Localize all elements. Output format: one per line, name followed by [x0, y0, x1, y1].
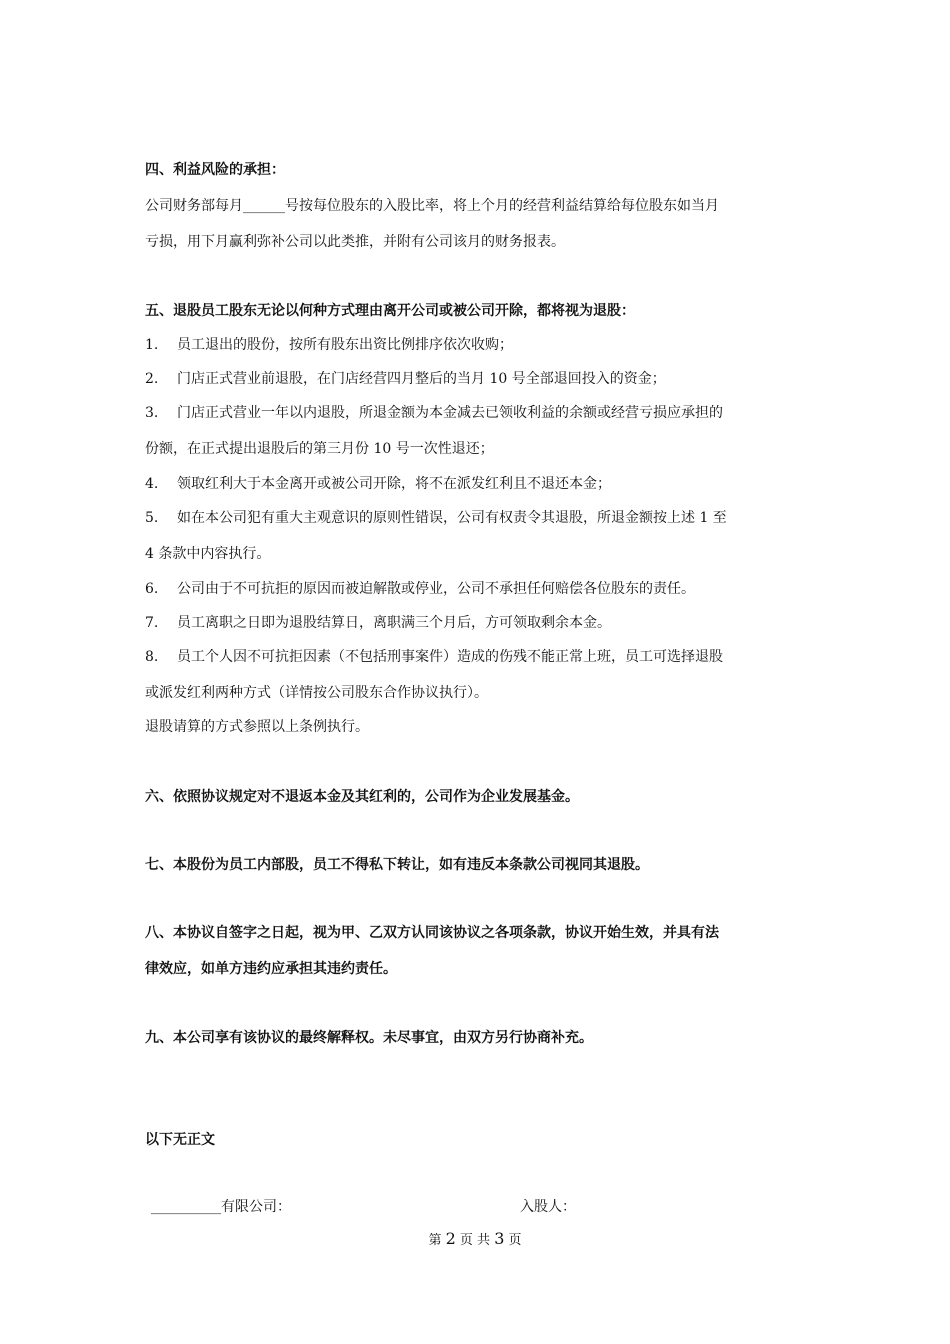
- section4-heading: 四、利益风险的承担：: [145, 162, 285, 178]
- list-item-text: 领取红利大于本金离开或被公司开除，将不在派发红利且不退还本金；: [177, 476, 611, 492]
- list-item: [145, 613, 611, 633]
- footer-page-number: 2: [445, 1229, 456, 1248]
- list-item: [145, 647, 723, 667]
- section9-text: 九、本公司享有该协议的最终解释权。未尽事宜，由双方另行协商补充。: [145, 1030, 593, 1046]
- list-item-text: 门店正式营业一年以内退股，所退金额为本金减去已领收利益的余额或经营亏损应承担的: [177, 405, 723, 421]
- section4-para-line1: 公司财务部每月______号按每位股东的入股比率，将上个月的经营利益结算给每位股东如当月: [145, 198, 719, 214]
- shareholder-signature-label: 入股人：: [520, 1199, 576, 1215]
- list-item: [145, 508, 727, 528]
- list-item: [145, 369, 666, 389]
- list-item-continuation: 4 条款中内容执行。: [145, 546, 271, 562]
- list-item-number: 4.: [145, 476, 159, 492]
- list-item-continuation: 或派发红利两种方式（详情按公司股东合作协议执行）。: [145, 685, 488, 701]
- list-item-text: 员工个人因不可抗拒因素（不包括刑事案件）造成的伤残不能正常上班，员工可选择退股: [177, 649, 723, 665]
- section5-closing: 退股请算的方式参照以上条例执行。: [145, 719, 369, 735]
- footer-total-pages: 3: [494, 1229, 505, 1248]
- company-signature-label: __________有限公司：: [151, 1199, 291, 1215]
- list-item-text: 如在本公司犯有重大主观意识的原则性错误，公司有权责令其退股，所退金额按上述 1 至: [177, 510, 727, 526]
- footer-prefix: 第: [428, 1233, 442, 1248]
- list-item: [145, 579, 695, 599]
- list-item: [145, 474, 611, 494]
- list-item-number: 6.: [145, 581, 159, 597]
- section8-line1: 八、本协议自签字之日起，视为甲、乙双方认同该协议之各项条款，协议开始生效，并具有法: [145, 925, 719, 941]
- footer-suffix: 页: [508, 1233, 522, 1248]
- list-item-number: 3.: [145, 405, 159, 421]
- section5-heading: 五、退股员工股东无论以何种方式理由离开公司或被公司开除，都将视为退股：: [145, 303, 635, 319]
- section4-para-line2: 亏损，用下月赢利弥补公司以此类推，并附有公司该月的财务报表。: [145, 234, 565, 250]
- list-item-number: 5.: [145, 510, 159, 526]
- list-item-text: 公司由于不可抗拒的原因而被迫解散或停业，公司不承担任何赔偿各位股东的责任。: [177, 581, 695, 597]
- end-note: 以下无正文: [145, 1132, 215, 1148]
- footer-middle: 页 共: [459, 1233, 491, 1248]
- page-footer: [0, 1229, 950, 1251]
- list-item-continuation: 份额，在正式提出退股后的第三月份 10 号一次性退还；: [145, 441, 494, 457]
- section8-line2: 律效应，如单方违约应承担其违约责任。: [145, 961, 397, 977]
- list-item-text: 员工退出的股份，按所有股东出资比例排序依次收购；: [177, 337, 513, 353]
- list-item-text: 员工离职之日即为退股结算日，离职满三个月后，方可领取剩余本金。: [177, 615, 611, 631]
- section6-text: 六、依照协议规定对不退返本金及其红利的，公司作为企业发展基金。: [145, 789, 579, 805]
- list-item-number: 1.: [145, 337, 159, 353]
- list-item-number: 2.: [145, 371, 159, 387]
- list-item: [145, 403, 723, 423]
- list-item-number: 7.: [145, 615, 159, 631]
- list-item-number: 8.: [145, 649, 159, 665]
- section7-text: 七、本股份为员工内部股，员工不得私下转让，如有违反本条款公司视同其退股。: [145, 857, 649, 873]
- list-item-text: 门店正式营业前退股，在门店经营四月整后的当月 10 号全部退回投入的资金；: [177, 371, 666, 387]
- list-item: [145, 335, 513, 355]
